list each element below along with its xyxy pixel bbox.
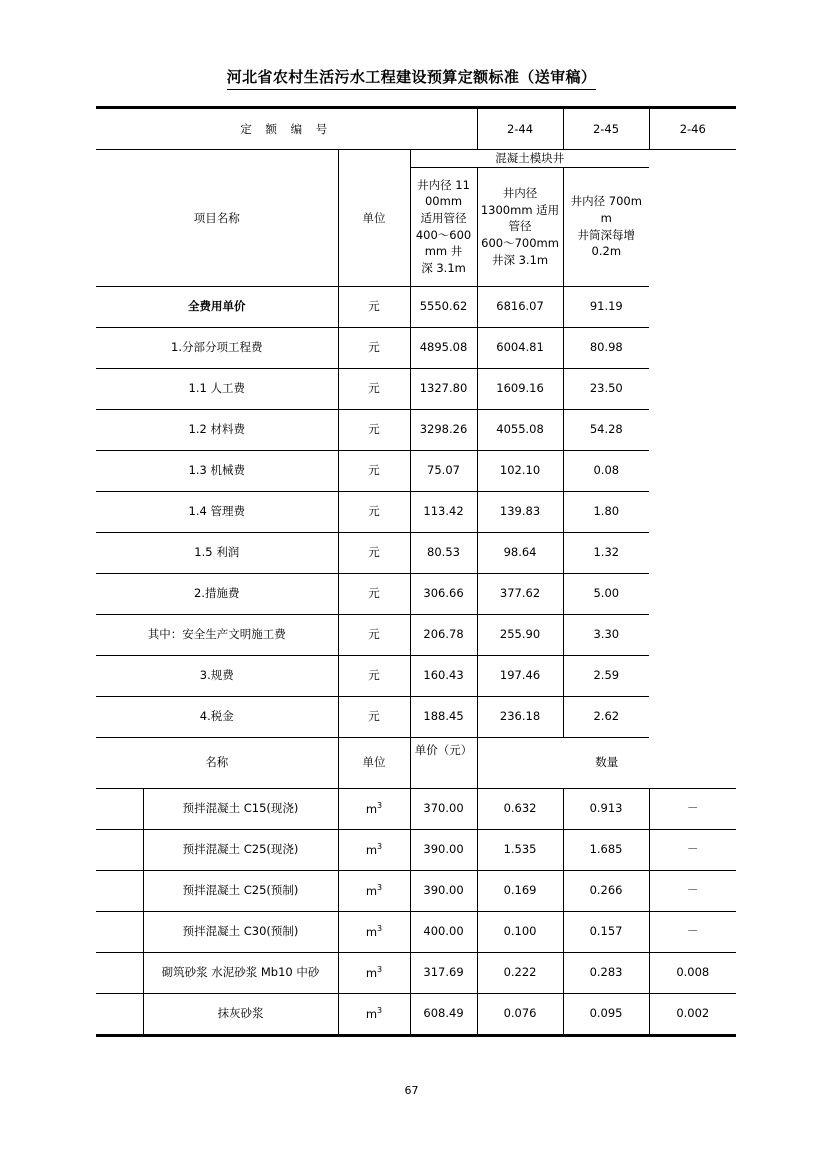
cost-row-unit: 元 (338, 532, 410, 573)
cost-row-label: 其中：安全生产文明施工费 (96, 614, 338, 655)
cost-row-value: 188.45 (410, 696, 477, 737)
material-row-quantity: － (649, 870, 736, 911)
material-row-price: 608.49 (410, 993, 477, 1035)
table-row-cost (96, 655, 736, 696)
unit-exponent: 3 (377, 1005, 383, 1015)
material-name-header: 名称 (96, 737, 338, 788)
material-price-header: 单价（元） (410, 737, 477, 788)
cost-row-value: 6004.81 (477, 327, 563, 368)
column-description-2-line-3: 管径 (508, 219, 532, 234)
unit-exponent: 3 (377, 841, 383, 851)
material-row-indent (96, 829, 143, 870)
material-row-unit: $m^3$ (338, 870, 410, 911)
material-row-unit: $m^3$ (338, 993, 410, 1035)
column-description-2-line-2: 1300mm 适用 (480, 202, 560, 217)
cost-row-label: 4.税金 (96, 696, 338, 737)
cost-row-unit: 元 (338, 573, 410, 614)
cost-row-value: 139.83 (477, 491, 563, 532)
cost-row-value: 236.18 (477, 696, 563, 737)
budget-quota-table (96, 106, 736, 1037)
cost-row-unit: 元 (338, 655, 410, 696)
cost-row-unit: 元 (338, 491, 410, 532)
material-row-unit: $m^3$ (338, 911, 410, 952)
column-description-3-line-3: 0.2m (591, 244, 622, 259)
item-name-header: 项目名称 (96, 150, 338, 287)
column-description-3-line-2: 井筒深每增 (577, 227, 636, 242)
material-row-quantity: 1.535 (477, 829, 563, 870)
unit-exponent: 3 (377, 964, 383, 974)
cost-row-label: 全费用单价 (96, 286, 338, 327)
cost-row-unit: 元 (338, 368, 410, 409)
material-row-indent (96, 788, 143, 829)
column-description-1-line-4: 深 3.1m (421, 261, 466, 276)
material-row-name: 砌筑砂浆 水泥砂浆 Mb10 中砂 (143, 952, 338, 993)
material-row-quantity: 0.632 (477, 788, 563, 829)
cost-row-value: 102.10 (477, 450, 563, 491)
cost-row-value: 2.62 (563, 696, 649, 737)
cost-row-value: 1327.80 (410, 368, 477, 409)
unit-exponent: 3 (377, 923, 383, 933)
cost-row-value: 1609.16 (477, 368, 563, 409)
unit-exponent: 3 (377, 882, 383, 892)
column-description-2-line-4: 600～700mm (481, 236, 559, 250)
group-header-label: 混凝土模块井 (410, 150, 649, 168)
table-row-cost (96, 614, 736, 655)
cost-row-label: 1.5 利润 (96, 532, 338, 573)
cost-row-label: 1.1 人工费 (96, 368, 338, 409)
cost-row-unit: 元 (338, 696, 410, 737)
page-number: 67 (404, 1084, 419, 1097)
table-row-cost (96, 532, 736, 573)
column-description-1-line-2: 适用管径 (420, 211, 467, 225)
material-row-quantity: 0.008 (649, 952, 736, 993)
material-row-quantity: － (649, 911, 736, 952)
material-row-indent (96, 870, 143, 911)
material-row-quantity: 0.913 (563, 788, 649, 829)
column-description-1-line-3: 400～600mm 井 (415, 227, 472, 259)
material-row-indent (96, 911, 143, 952)
quota-table-body (96, 108, 736, 1036)
quota-code-2: 2-45 (563, 108, 649, 150)
cost-row-label: 1.3 机械费 (96, 450, 338, 491)
quota-code-3: 2-46 (649, 108, 736, 150)
material-quantity-header: 数量 (477, 737, 736, 788)
cost-row-label: 1.分部分项工程费 (96, 327, 338, 368)
material-row-name: 预拌混凝土 C25(预制) (143, 870, 338, 911)
table-row-cost (96, 696, 736, 737)
column-description-1-line-1: 井内径 1100mm (417, 177, 470, 209)
cost-row-value: 4055.08 (477, 409, 563, 450)
cost-row-value: 4895.08 (410, 327, 477, 368)
cost-row-value: 3.30 (563, 614, 649, 655)
column-description-2-line-5: 井深 3.1m (491, 252, 549, 267)
cost-row-value: 255.90 (477, 614, 563, 655)
cost-row-unit: 元 (338, 409, 410, 450)
column-description-3-line-1: 井内径 700mm (570, 194, 642, 225)
table-row-material (96, 829, 736, 870)
cost-row-unit: 元 (338, 286, 410, 327)
table-row-cost (96, 450, 736, 491)
material-row-quantity: 0.076 (477, 993, 563, 1035)
cost-row-unit: 元 (338, 327, 410, 368)
table-row-cost (96, 327, 736, 368)
material-row-name: 预拌混凝土 C30(预制) (143, 911, 338, 952)
cost-row-label: 1.2 材料费 (96, 409, 338, 450)
material-row-quantity: 0.100 (477, 911, 563, 952)
column-description-2 (477, 167, 563, 286)
quota-code-1: 2-44 (477, 108, 563, 150)
cost-row-value: 91.19 (563, 286, 649, 327)
material-row-quantity: － (649, 788, 736, 829)
cost-row-value: 75.07 (410, 450, 477, 491)
table-row-material (96, 870, 736, 911)
cost-row-value: 54.28 (563, 409, 649, 450)
cost-row-label: 3.规费 (96, 655, 338, 696)
table-row-cost (96, 368, 736, 409)
cost-row-unit: 元 (338, 450, 410, 491)
table-row-material (96, 911, 736, 952)
material-row-indent (96, 952, 143, 993)
table-row-cost (96, 573, 736, 614)
table-row-cost (96, 491, 736, 532)
material-row-unit: $m^3$ (338, 829, 410, 870)
cost-row-value: 5550.62 (410, 286, 477, 327)
table-row-material-header (96, 737, 736, 788)
material-row-price: 400.00 (410, 911, 477, 952)
cost-row-value: 2.59 (563, 655, 649, 696)
material-row-quantity: 0.222 (477, 952, 563, 993)
cost-row-label: 1.4 管理费 (96, 491, 338, 532)
material-row-quantity: 1.685 (563, 829, 649, 870)
column-description-1 (410, 167, 477, 286)
material-row-name: 预拌混凝土 C15(现浇) (143, 788, 338, 829)
table-row-cost (96, 286, 736, 327)
cost-row-value: 23.50 (563, 368, 649, 409)
cost-row-value: 0.08 (563, 450, 649, 491)
material-row-quantity: － (649, 829, 736, 870)
table-row-material (96, 993, 736, 1035)
cost-row-value: 98.64 (477, 532, 563, 573)
unit-exponent: 3 (377, 800, 383, 810)
quota-code-label: 定 额 编 号 (96, 108, 477, 150)
table-row-quota-code (96, 108, 736, 150)
page-title (0, 66, 823, 90)
material-row-quantity: 0.169 (477, 870, 563, 911)
material-row-price: 370.00 (410, 788, 477, 829)
cost-row-label: 2.措施费 (96, 573, 338, 614)
material-row-price: 390.00 (410, 870, 477, 911)
table-row-group-header (96, 150, 736, 168)
material-row-name: 预拌混凝土 C25(现浇) (143, 829, 338, 870)
material-row-unit: $m^3$ (338, 788, 410, 829)
table-row-material (96, 952, 736, 993)
material-row-quantity: 0.283 (563, 952, 649, 993)
column-description-3 (563, 167, 649, 286)
material-row-quantity: 0.157 (563, 911, 649, 952)
column-description-2-line-1: 井内径 (502, 185, 538, 200)
material-unit-header: 单位 (338, 737, 410, 788)
cost-row-value: 306.66 (410, 573, 477, 614)
cost-row-value: 80.53 (410, 532, 477, 573)
material-row-price: 317.69 (410, 952, 477, 993)
cost-row-value: 5.00 (563, 573, 649, 614)
cost-row-value: 113.42 (410, 491, 477, 532)
unit-header: 单位 (338, 150, 410, 287)
cost-row-value: 1.32 (563, 532, 649, 573)
material-row-indent (96, 993, 143, 1035)
material-row-price: 390.00 (410, 829, 477, 870)
material-row-name: 抹灰砂浆 (143, 993, 338, 1035)
cost-row-unit: 元 (338, 614, 410, 655)
cost-row-value: 6816.07 (477, 286, 563, 327)
material-row-unit: $m^3$ (338, 952, 410, 993)
cost-row-value: 160.43 (410, 655, 477, 696)
cost-row-value: 206.78 (410, 614, 477, 655)
quota-table (96, 106, 736, 1037)
material-row-quantity: 0.266 (563, 870, 649, 911)
cost-row-value: 377.62 (477, 573, 563, 614)
cost-row-value: 80.98 (563, 327, 649, 368)
material-row-quantity: 0.095 (563, 993, 649, 1035)
cost-row-value: 197.46 (477, 655, 563, 696)
cost-row-value: 1.80 (563, 491, 649, 532)
table-row-cost (96, 409, 736, 450)
cost-row-value: 3298.26 (410, 409, 477, 450)
page-title-text: 河北省农村生活污水工程建设预算定额标准（送审稿） (227, 66, 597, 90)
material-row-quantity: 0.002 (649, 993, 736, 1035)
table-row-material (96, 788, 736, 829)
